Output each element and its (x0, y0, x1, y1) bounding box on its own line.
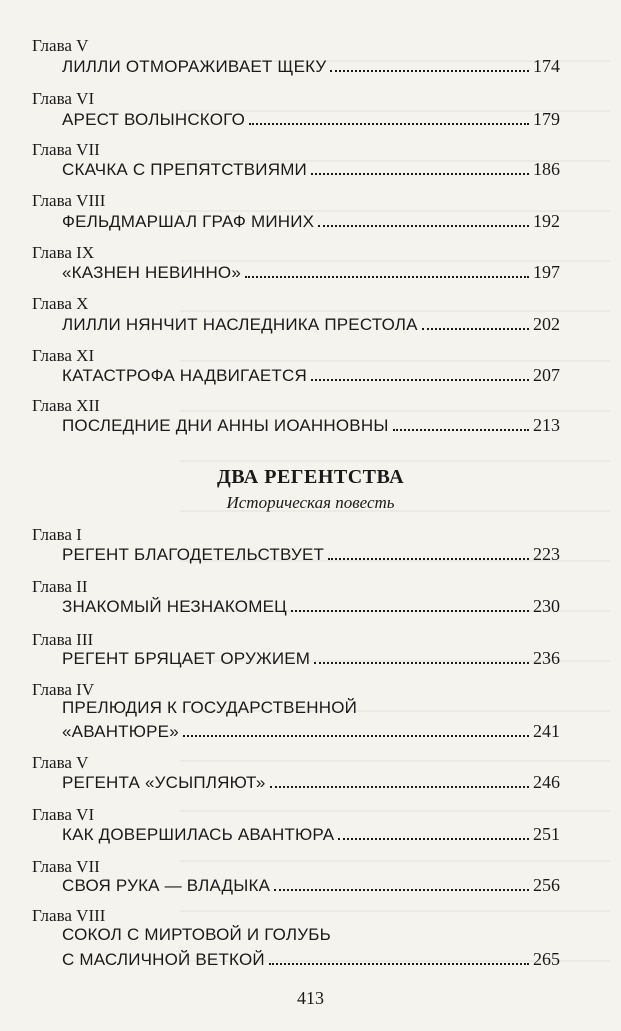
toc-entry-page: 236 (533, 648, 560, 668)
toc-entry-page: 179 (533, 109, 560, 129)
toc-entry-page: 202 (533, 314, 560, 334)
chapter-label: Глава V (32, 36, 89, 55)
leader-dots (249, 123, 529, 125)
toc-entry-title: АРЕСТ ВОЛЫНСКОГО (62, 110, 246, 129)
toc-entry-title: СВОЯ РУКА — ВЛАДЫКА (62, 876, 271, 895)
toc-entry-title-line: ПРЕЛЮДИЯ К ГОСУДАРСТВЕННОЙ (62, 698, 358, 717)
section-subtitle: Историческая повесть (226, 493, 395, 512)
toc-entry-title: ЗНАКОМЫЙ НЕЗНАКОМЕЦ (62, 597, 287, 616)
chapter-label: Глава VII (32, 857, 100, 876)
chapter-label: Глава VII (32, 140, 100, 159)
toc-entry[interactable] (62, 313, 560, 336)
leader-dots (311, 379, 529, 381)
toc-entry-title: КАТАСТРОФА НАДВИГАЕТСЯ (62, 366, 307, 385)
toc-entry-page: 265 (533, 949, 560, 969)
chapter-label: Глава IV (32, 680, 95, 699)
leader-dots (393, 429, 529, 431)
toc-entry-title: ЛИЛЛИ НЯНЧИТ НАСЛЕДНИКА ПРЕСТОЛА (62, 315, 418, 334)
toc-entry-title: СКАЧКА С ПРЕПЯТСТВИЯМИ (62, 160, 307, 179)
leader-dots (245, 276, 529, 278)
leader-dots (318, 225, 529, 227)
leader-dots (183, 735, 529, 737)
toc-entry-title: РЕГЕНТ БРЯЦАЕТ ОРУЖИЕМ (62, 649, 311, 668)
leader-dots (328, 558, 529, 560)
page-number: 413 (297, 988, 324, 1008)
toc-entry-page: 174 (533, 56, 560, 76)
toc-entry[interactable] (62, 108, 560, 131)
toc-entry[interactable] (62, 823, 560, 846)
toc-entry[interactable] (62, 364, 560, 387)
toc-entry-page: 256 (533, 875, 560, 895)
toc-entry[interactable] (62, 210, 560, 233)
leader-dots (274, 889, 529, 891)
leader-dots (270, 786, 529, 788)
leader-dots (422, 328, 529, 330)
leader-dots (269, 963, 529, 965)
chapter-label: Глава VIII (32, 191, 106, 210)
toc-entry-title: РЕГЕНТА «УСЫПЛЯЮТ» (62, 773, 266, 792)
toc-entry-title: ПОСЛЕДНИЕ ДНИ АННЫ ИОАННОВНЫ (62, 416, 389, 435)
toc-entry-title: РЕГЕНТ БЛАГОДЕТЕЛЬСТВУЕТ (62, 545, 325, 564)
toc-entry-page: 197 (533, 262, 560, 282)
chapter-label: Глава XI (32, 346, 95, 365)
leader-dots (291, 610, 529, 612)
chapter-label: Глава IX (32, 243, 95, 262)
toc-entry[interactable] (62, 55, 560, 78)
leader-dots (330, 70, 529, 72)
toc-entry-page: 207 (533, 365, 560, 385)
toc-entry[interactable] (62, 720, 560, 743)
toc-entry[interactable] (62, 647, 560, 670)
chapter-label: Глава VI (32, 89, 95, 108)
chapter-label: Глава II (32, 577, 88, 596)
toc-entry-title: ЛИЛЛИ ОТМОРАЖИВАЕТ ЩЕКУ (62, 57, 327, 76)
chapter-label: Глава I (32, 525, 82, 544)
toc-entry[interactable] (62, 874, 560, 897)
chapter-label: Глава VIII (32, 906, 106, 925)
leader-dots (338, 838, 529, 840)
section-title: ДВА РЕГЕНТСТВА (216, 466, 405, 488)
leader-dots (314, 662, 529, 664)
toc-entry-title: КАК ДОВЕРШИЛАСЬ АВАНТЮРА (62, 825, 335, 844)
toc-entry-title: «АВАНТЮРЕ» (62, 722, 179, 741)
toc-entry[interactable] (62, 158, 560, 181)
toc-entry-page: 241 (533, 721, 560, 741)
toc-entry-page: 230 (533, 596, 560, 616)
toc-entry-title: «КАЗНЕН НЕВИННО» (62, 263, 241, 282)
toc-entry-title-line: СОКОЛ С МИРТОВОЙ И ГОЛУБЬ (62, 925, 331, 944)
toc-entry-page: 246 (533, 772, 560, 792)
toc-entry-page: 192 (533, 211, 560, 231)
toc-entry-page: 223 (533, 544, 560, 564)
toc-entry[interactable] (62, 771, 560, 794)
chapter-label: Глава V (32, 753, 89, 772)
toc-entry[interactable] (62, 595, 560, 618)
toc-entry-title: С МАСЛИЧНОЙ ВЕТКОЙ (62, 950, 265, 969)
toc-entry-page: 213 (533, 415, 560, 435)
toc-entry[interactable] (62, 414, 560, 437)
toc-entry[interactable] (62, 948, 560, 971)
chapter-label: Глава VI (32, 805, 95, 824)
toc-entry-page: 186 (533, 159, 560, 179)
toc-entry[interactable] (62, 543, 560, 566)
chapter-label: Глава III (32, 630, 94, 649)
toc-entry-title: ФЕЛЬДМАРШАЛ ГРАФ МИНИХ (62, 212, 315, 231)
toc-entry[interactable] (62, 261, 560, 284)
leader-dots (311, 173, 529, 175)
chapter-label: Глава X (32, 294, 89, 313)
toc-entry-page: 251 (533, 824, 560, 844)
chapter-label: Глава XII (32, 396, 100, 415)
